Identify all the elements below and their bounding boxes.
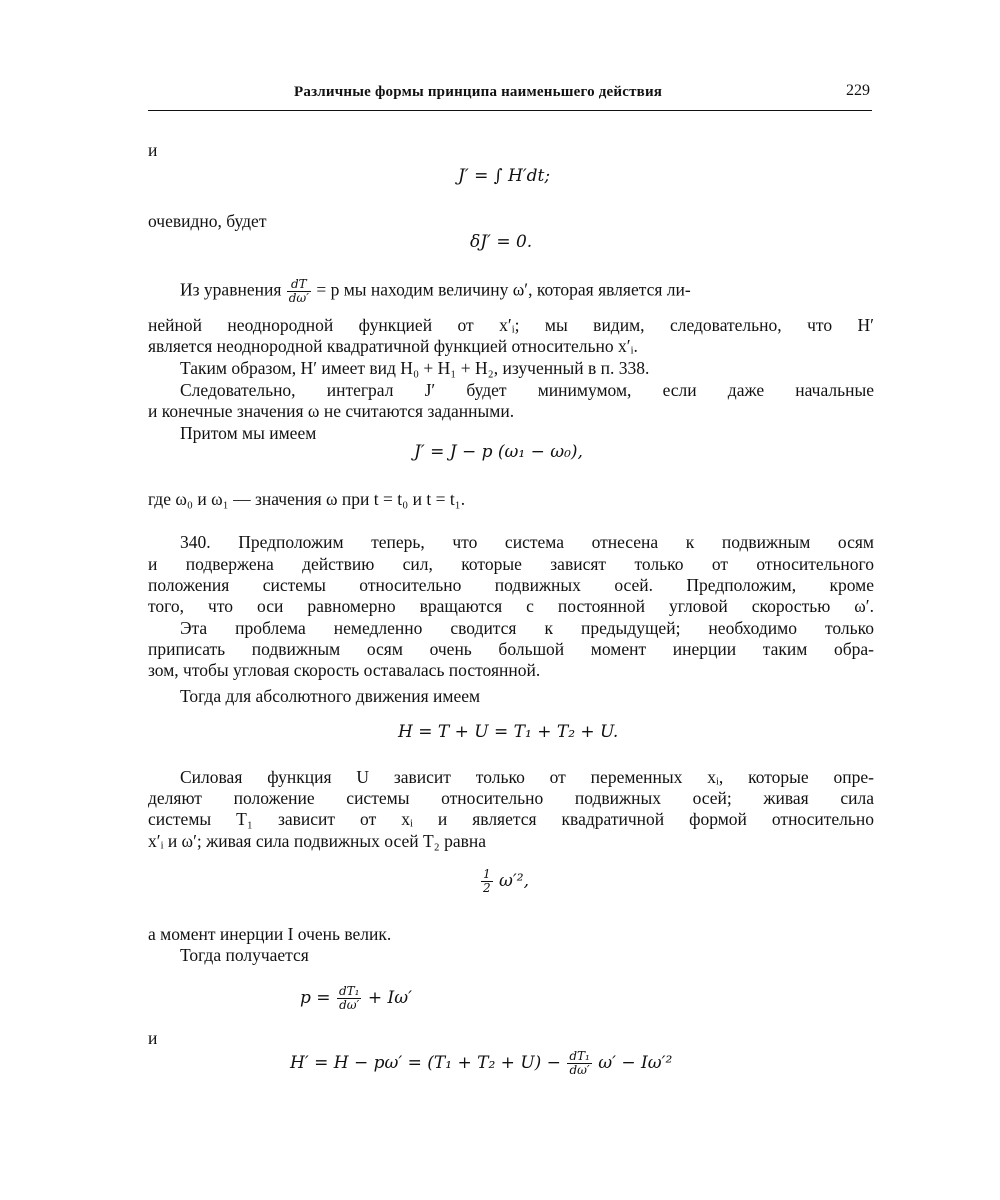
text-line: и конечные значения ω не считаются заданными. [148,401,515,421]
fraction-numerator: dT₁ [338,984,360,998]
conjunction-and-2: и [148,1028,158,1048]
paragraph-340-line: того, что оси равномерно вращаются с постоянной угловой скоростью ω′. [148,596,874,616]
paragraph-340-line: и подвержена действию сил, которые зависят только от относительного [148,554,874,574]
page-number: 229 [846,82,870,99]
equation-J-prime: J′ = ∫ H′dt; [458,166,551,186]
equation-half-omega [480,868,529,895]
paragraph-problem-line: зом, чтобы угловая скорость оставалась постоянной. [148,660,541,680]
conjunction-and: и [148,140,158,160]
fraction-dT-domega [287,278,311,305]
equation-Hp-rhs: ω′ − Iω′² [598,1053,673,1073]
paragraph-problem-line: приписать подвижным осям очень большой момент инерции таким обра- [148,639,874,659]
text-line: Притом мы имеем [180,423,317,443]
text-line: Тогда для абсолютного движения имеем [180,686,481,706]
text-from-equation [180,278,691,305]
equation-J-prime-2: J′ = J − p (ω₁ − ω₀), [414,442,583,462]
equation-Hp-lhs: H′ = H − pω′ = (T₁ + T₂ + U) − [290,1053,561,1073]
equation-H: H = T + U = T₁ + T₂ + U. [398,722,619,742]
fraction-one-half [481,868,493,895]
page-header [148,82,872,111]
text-line: нейной неоднородной функцией от x′ᵢ; мы видим, следовательно, что H′ [148,315,874,335]
text-line: Следовательно, интеграл J′ будет минимумом, если даже начальные [180,380,874,400]
text-line: Таким образом, H′ имеет вид H₀ + H₁ + H₂, изученный в п. 338. [180,358,650,378]
fraction-numerator: dT [287,278,311,292]
text-obviously: очевидно, будет [148,211,267,231]
text-line: является неоднородной квадратичной функцией относительно x′ᵢ. [148,336,638,356]
equation-delta-J: δJ′ = 0. [470,232,533,252]
text-line: а момент инерции I очень велик. [148,924,392,944]
equation-H-prime [290,1050,672,1077]
text-line: где ω₀ и ω₁ — значения ω при t = t₀ и t = t₁. [148,489,466,509]
fraction-dT1-domega [337,985,362,1012]
equation-p [300,985,412,1012]
fraction-denominator: dω′ [288,291,309,305]
text-line: Тогда получается [180,945,309,965]
from-eq-label: Из уравнения [180,279,282,300]
fraction-denominator: 2 [483,881,491,895]
paragraph-340-line: положения системы относительно подвижных осей. Предположим, кроме [148,575,874,595]
equation-p-rhs: + Iω′ [367,988,412,1008]
running-title: Различные формы принципа наименьшего действия [294,84,663,100]
paragraph-340-line: 340. Предположим теперь, что система отнесена к подвижным осям [180,532,874,552]
paragraph-force-line: деляют положение системы относительно подвижных осей; живая сила [148,788,874,808]
paragraph-force-line: Силовая функция U зависит только от переменных xᵢ, которые опре- [180,767,874,787]
fraction-denominator: dω′ [339,998,360,1012]
from-eq-rest: = p мы находим величину ω′, которая является ли- [316,279,691,300]
fraction-numerator: dT₁ [569,1049,590,1063]
fraction-numerator: 1 [483,867,491,881]
equation-p-lhs: p = [300,988,331,1008]
fraction-denominator: dω′ [569,1063,590,1077]
fraction-dT1-domega-2 [567,1050,592,1077]
equation-half-rest: ω′², [499,871,529,891]
paragraph-force-line: системы T₁ зависит от xᵢ и является квадратичной формой относительно [148,809,874,829]
paragraph-force-line: x′ᵢ и ω′; живая сила подвижных осей T₂ равна [148,831,487,851]
paragraph-problem-line: Эта проблема немедленно сводится к предыдущей; необходимо только [180,618,874,638]
